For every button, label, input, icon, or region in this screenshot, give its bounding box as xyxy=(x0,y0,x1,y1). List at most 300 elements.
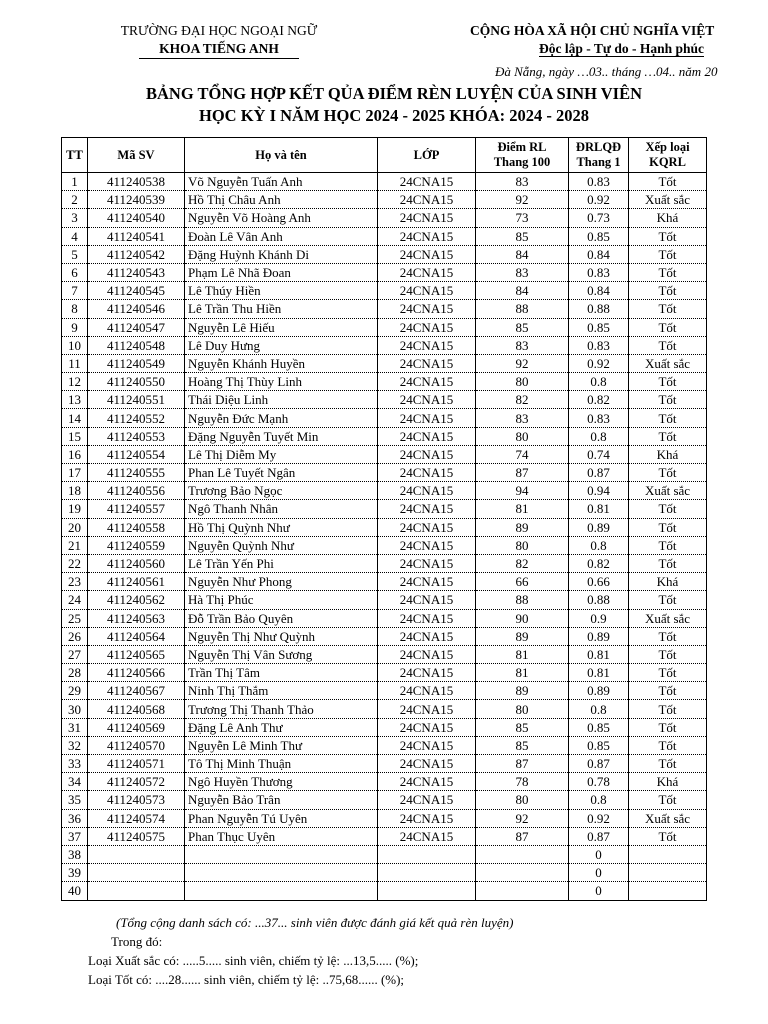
table-row xyxy=(62,245,707,263)
cell-lop: 24CNA15 xyxy=(378,263,476,281)
cell-ho-ten: Hồ Thị Châu Anh xyxy=(185,191,378,209)
cell-xep-loai: Tốt xyxy=(629,591,707,609)
cell-drlqd: 0.85 xyxy=(569,227,629,245)
cell-tt: 33 xyxy=(62,755,88,773)
table-row xyxy=(62,827,707,845)
drlqd-line1: ĐRLQĐ xyxy=(575,140,622,154)
cell-diem-rl: 87 xyxy=(476,755,569,773)
cell-drlqd: 0.89 xyxy=(569,518,629,536)
department-title xyxy=(96,40,342,59)
cell-xep-loai: Tốt xyxy=(629,518,707,536)
cell-ho-ten: Phan Lê Tuyết Ngân xyxy=(185,464,378,482)
cell-drlqd: 0.83 xyxy=(569,173,629,191)
cell-ho-ten: Hồ Thị Quỳnh Như xyxy=(185,518,378,536)
cell-lop: 24CNA15 xyxy=(378,354,476,372)
cell-diem-rl: 80 xyxy=(476,791,569,809)
cell-tt: 10 xyxy=(62,336,88,354)
table-row xyxy=(62,536,707,554)
xep-loai-line1: Xếp loại xyxy=(645,140,690,154)
cell-ho-ten xyxy=(185,845,378,863)
cell-drlqd: 0.94 xyxy=(569,482,629,500)
cell-ma-sv: 411240574 xyxy=(88,809,185,827)
cell-ma-sv: 411240539 xyxy=(88,191,185,209)
cell-ma-sv xyxy=(88,864,185,882)
cell-drlqd: 0.73 xyxy=(569,209,629,227)
cell-ho-ten: Nguyễn Thị Vân Sương xyxy=(185,645,378,663)
cell-tt: 15 xyxy=(62,427,88,445)
table-row xyxy=(62,864,707,882)
cell-diem-rl: 83 xyxy=(476,263,569,281)
table-row xyxy=(62,627,707,645)
table-row xyxy=(62,336,707,354)
table-row xyxy=(62,882,707,900)
cell-ma-sv: 411240559 xyxy=(88,536,185,554)
nation-title: CỘNG HÒA XÃ HỘI CHỦ NGHĨA VIỆT xyxy=(470,23,715,38)
cell-lop: 24CNA15 xyxy=(378,318,476,336)
cell-lop: 24CNA15 xyxy=(378,573,476,591)
cell-drlqd: 0.9 xyxy=(569,609,629,627)
cell-xep-loai: Xuất sắc xyxy=(629,482,707,500)
cell-ma-sv: 411240563 xyxy=(88,609,185,627)
cell-diem-rl: 84 xyxy=(476,282,569,300)
cell-ho-ten: Nguyễn Như Phong xyxy=(185,573,378,591)
cell-lop: 24CNA15 xyxy=(378,609,476,627)
cell-tt: 16 xyxy=(62,445,88,463)
summary-good: Loại Tốt có: ....28...... sinh viên, chiếm tỷ lệ: ..75,68...... (%); xyxy=(88,972,405,987)
cell-ma-sv: 411240558 xyxy=(88,518,185,536)
cell-ho-ten: Nguyễn Lê Minh Thư xyxy=(185,736,378,754)
table-row xyxy=(62,191,707,209)
cell-tt: 22 xyxy=(62,554,88,572)
cell-tt: 36 xyxy=(62,809,88,827)
cell-ho-ten: Đặng Lê Anh Thư xyxy=(185,718,378,736)
cell-ma-sv: 411240569 xyxy=(88,718,185,736)
cell-xep-loai: Tốt xyxy=(629,391,707,409)
cell-xep-loai: Tốt xyxy=(629,736,707,754)
cell-xep-loai: Tốt xyxy=(629,282,707,300)
cell-tt: 35 xyxy=(62,791,88,809)
cell-ho-ten: Lê Trần Yến Phi xyxy=(185,554,378,572)
cell-ma-sv: 411240543 xyxy=(88,263,185,281)
cell-lop: 24CNA15 xyxy=(378,645,476,663)
table-row xyxy=(62,227,707,245)
cell-xep-loai: Xuất sắc xyxy=(629,609,707,627)
cell-ho-ten: Đoàn Lê Vân Anh xyxy=(185,227,378,245)
cell-ho-ten: Hoàng Thị Thùy Linh xyxy=(185,373,378,391)
cell-diem-rl: 85 xyxy=(476,227,569,245)
col-header-diem-rl xyxy=(476,138,569,173)
cell-lop: 24CNA15 xyxy=(378,827,476,845)
cell-tt: 3 xyxy=(62,209,88,227)
cell-ma-sv: 411240571 xyxy=(88,755,185,773)
table-row xyxy=(62,500,707,518)
table-row xyxy=(62,718,707,736)
cell-drlqd: 0.84 xyxy=(569,245,629,263)
cell-diem-rl: 82 xyxy=(476,391,569,409)
cell-drlqd: 0.89 xyxy=(569,627,629,645)
cell-xep-loai: Tốt xyxy=(629,245,707,263)
cell-drlqd: 0.83 xyxy=(569,336,629,354)
document-title-line2: HỌC KỲ I NĂM HỌC 2024 - 2025 KHÓA: 2024 - 2028 xyxy=(198,106,590,125)
cell-tt: 1 xyxy=(62,173,88,191)
table-row xyxy=(62,645,707,663)
table-row xyxy=(62,354,707,372)
cell-drlqd: 0.85 xyxy=(569,718,629,736)
cell-diem-rl: 90 xyxy=(476,609,569,627)
cell-tt: 32 xyxy=(62,736,88,754)
cell-lop: 24CNA15 xyxy=(378,445,476,463)
table-row xyxy=(62,554,707,572)
cell-diem-rl xyxy=(476,882,569,900)
cell-drlqd: 0.82 xyxy=(569,554,629,572)
table-row xyxy=(62,682,707,700)
drlqd-line2: Thang 1 xyxy=(576,155,621,169)
results-table xyxy=(61,137,707,901)
table-row xyxy=(62,263,707,281)
table-row xyxy=(62,409,707,427)
cell-tt: 20 xyxy=(62,518,88,536)
cell-ma-sv: 411240566 xyxy=(88,664,185,682)
cell-ho-ten: Lê Thị Diễm My xyxy=(185,445,378,463)
cell-xep-loai: Tốt xyxy=(629,227,707,245)
table-row xyxy=(62,445,707,463)
cell-tt: 27 xyxy=(62,645,88,663)
cell-tt: 5 xyxy=(62,245,88,263)
cell-xep-loai: Khá xyxy=(629,445,707,463)
table-row xyxy=(62,464,707,482)
document-title-line1: BẢNG TỔNG HỢP KẾT QỦA ĐIỂM RÈN LUYỆN CỦA SINH VIÊN xyxy=(145,84,642,103)
summary-among: Trong đó: xyxy=(111,934,163,949)
cell-lop: 24CNA15 xyxy=(378,591,476,609)
cell-xep-loai: Tốt xyxy=(629,300,707,318)
cell-lop: 24CNA15 xyxy=(378,245,476,263)
table-row xyxy=(62,518,707,536)
cell-ma-sv: 411240541 xyxy=(88,227,185,245)
cell-ho-ten: Trương Bảo Ngọc xyxy=(185,482,378,500)
cell-diem-rl: 83 xyxy=(476,409,569,427)
table-row xyxy=(62,282,707,300)
cell-tt: 9 xyxy=(62,318,88,336)
cell-ho-ten: Lê Duy Hưng xyxy=(185,336,378,354)
cell-ho-ten: Ngô Thanh Nhân xyxy=(185,500,378,518)
cell-ho-ten: Nguyễn Võ Hoàng Anh xyxy=(185,209,378,227)
col-header-drlqd xyxy=(569,138,629,173)
cell-tt: 23 xyxy=(62,573,88,591)
cell-ho-ten: Nguyễn Khánh Huyền xyxy=(185,354,378,372)
cell-drlqd: 0.87 xyxy=(569,755,629,773)
cell-tt: 39 xyxy=(62,864,88,882)
table-row xyxy=(62,591,707,609)
cell-diem-rl: 80 xyxy=(476,427,569,445)
table-row xyxy=(62,573,707,591)
cell-drlqd: 0.92 xyxy=(569,809,629,827)
cell-diem-rl: 81 xyxy=(476,664,569,682)
cell-ho-ten: Nguyễn Lê Hiếu xyxy=(185,318,378,336)
cell-diem-rl xyxy=(476,864,569,882)
cell-ho-ten xyxy=(185,864,378,882)
table-row xyxy=(62,482,707,500)
cell-ma-sv: 411240556 xyxy=(88,482,185,500)
cell-diem-rl: 80 xyxy=(476,700,569,718)
cell-xep-loai: Tốt xyxy=(629,536,707,554)
cell-xep-loai: Tốt xyxy=(629,791,707,809)
cell-lop: 24CNA15 xyxy=(378,682,476,700)
cell-diem-rl: 73 xyxy=(476,209,569,227)
cell-ma-sv: 411240540 xyxy=(88,209,185,227)
cell-diem-rl: 88 xyxy=(476,300,569,318)
cell-drlqd: 0.8 xyxy=(569,791,629,809)
cell-diem-rl: 81 xyxy=(476,500,569,518)
document-date: Đà Nẵng, ngày …03.. tháng …04.. năm 20 xyxy=(495,64,718,79)
cell-lop: 24CNA15 xyxy=(378,736,476,754)
national-header xyxy=(470,22,768,58)
cell-tt: 29 xyxy=(62,682,88,700)
cell-lop: 24CNA15 xyxy=(378,518,476,536)
cell-ma-sv: 411240575 xyxy=(88,827,185,845)
cell-diem-rl: 83 xyxy=(476,336,569,354)
cell-xep-loai xyxy=(629,864,707,882)
cell-ma-sv: 411240572 xyxy=(88,773,185,791)
cell-xep-loai: Tốt xyxy=(629,318,707,336)
cell-xep-loai: Tốt xyxy=(629,173,707,191)
cell-xep-loai: Tốt xyxy=(629,645,707,663)
table-row xyxy=(62,209,707,227)
cell-lop: 24CNA15 xyxy=(378,209,476,227)
cell-diem-rl: 92 xyxy=(476,354,569,372)
cell-tt: 12 xyxy=(62,373,88,391)
cell-xep-loai: Tốt xyxy=(629,554,707,572)
cell-ma-sv: 411240564 xyxy=(88,627,185,645)
cell-diem-rl: 85 xyxy=(476,318,569,336)
cell-xep-loai: Tốt xyxy=(629,700,707,718)
cell-drlqd: 0.8 xyxy=(569,427,629,445)
cell-ho-ten: Nguyễn Quỳnh Như xyxy=(185,536,378,554)
cell-diem-rl: 84 xyxy=(476,245,569,263)
cell-drlqd: 0.83 xyxy=(569,409,629,427)
cell-diem-rl: 81 xyxy=(476,645,569,663)
table-row xyxy=(62,391,707,409)
cell-drlqd: 0.78 xyxy=(569,773,629,791)
cell-diem-rl: 78 xyxy=(476,773,569,791)
cell-drlqd: 0.92 xyxy=(569,354,629,372)
cell-tt: 24 xyxy=(62,591,88,609)
cell-xep-loai: Tốt xyxy=(629,427,707,445)
cell-diem-rl: 80 xyxy=(476,536,569,554)
cell-diem-rl: 74 xyxy=(476,445,569,463)
cell-tt: 8 xyxy=(62,300,88,318)
cell-ho-ten: Tô Thị Minh Thuận xyxy=(185,755,378,773)
cell-lop: 24CNA15 xyxy=(378,791,476,809)
cell-drlqd: 0.81 xyxy=(569,500,629,518)
summary-excellent: Loại Xuất sắc có: .....5..... sinh viên, chiếm tỷ lệ: ...13,5..... (%); xyxy=(88,953,419,968)
cell-lop: 24CNA15 xyxy=(378,427,476,445)
cell-tt: 4 xyxy=(62,227,88,245)
cell-diem-rl: 87 xyxy=(476,464,569,482)
cell-lop: 24CNA15 xyxy=(378,664,476,682)
cell-lop xyxy=(378,882,476,900)
cell-diem-rl: 85 xyxy=(476,718,569,736)
cell-lop: 24CNA15 xyxy=(378,464,476,482)
cell-tt: 21 xyxy=(62,536,88,554)
cell-lop: 24CNA15 xyxy=(378,227,476,245)
cell-tt: 31 xyxy=(62,718,88,736)
cell-xep-loai: Tốt xyxy=(629,464,707,482)
cell-drlqd: 0.81 xyxy=(569,645,629,663)
cell-xep-loai: Tốt xyxy=(629,500,707,518)
cell-drlqd: 0.8 xyxy=(569,700,629,718)
cell-xep-loai xyxy=(629,882,707,900)
cell-ma-sv: 411240560 xyxy=(88,554,185,572)
cell-ma-sv: 411240552 xyxy=(88,409,185,427)
cell-diem-rl: 88 xyxy=(476,591,569,609)
cell-ho-ten: Đỗ Trần Bảo Quyên xyxy=(185,609,378,627)
department-label: KHOA TIẾNG ANH xyxy=(139,40,299,59)
cell-ho-ten: Lê Thúy Hiền xyxy=(185,282,378,300)
col-header-ma-sv: Mã SV xyxy=(88,138,185,173)
table-row xyxy=(62,300,707,318)
cell-ho-ten: Phan Thục Uyên xyxy=(185,827,378,845)
cell-ho-ten: Đặng Nguyễn Tuyết Min xyxy=(185,427,378,445)
cell-tt: 28 xyxy=(62,664,88,682)
cell-tt: 18 xyxy=(62,482,88,500)
table-header-row xyxy=(62,138,707,173)
cell-drlqd: 0 xyxy=(569,882,629,900)
cell-ma-sv xyxy=(88,845,185,863)
cell-ma-sv xyxy=(88,882,185,900)
cell-ho-ten: Ngô Huyền Thương xyxy=(185,773,378,791)
cell-lop xyxy=(378,845,476,863)
cell-tt: 25 xyxy=(62,609,88,627)
cell-drlqd: 0.74 xyxy=(569,445,629,463)
motto-text: Độc lập - Tự do - Hạnh phúc xyxy=(539,41,705,56)
cell-diem-rl: 92 xyxy=(476,809,569,827)
cell-diem-rl: 87 xyxy=(476,827,569,845)
table-row xyxy=(62,809,707,827)
cell-ho-ten: Thái Diệu Linh xyxy=(185,391,378,409)
cell-lop: 24CNA15 xyxy=(378,500,476,518)
cell-lop: 24CNA15 xyxy=(378,391,476,409)
cell-drlqd: 0.84 xyxy=(569,282,629,300)
cell-ho-ten: Nguyễn Bảo Trân xyxy=(185,791,378,809)
cell-ma-sv: 411240565 xyxy=(88,645,185,663)
cell-lop xyxy=(378,864,476,882)
table-row xyxy=(62,318,707,336)
cell-ho-ten: Lê Trần Thu Hiền xyxy=(185,300,378,318)
cell-drlqd: 0.8 xyxy=(569,536,629,554)
cell-lop: 24CNA15 xyxy=(378,409,476,427)
cell-drlqd: 0.82 xyxy=(569,391,629,409)
cell-lop: 24CNA15 xyxy=(378,700,476,718)
xep-loai-line2: KQRL xyxy=(649,155,686,169)
cell-tt: 14 xyxy=(62,409,88,427)
cell-lop: 24CNA15 xyxy=(378,300,476,318)
university-title: TRƯỜNG ĐẠI HỌC NGOẠI NGỮ xyxy=(120,23,318,38)
cell-drlqd: 0 xyxy=(569,845,629,863)
cell-drlqd: 0.88 xyxy=(569,300,629,318)
cell-lop: 24CNA15 xyxy=(378,536,476,554)
cell-ma-sv: 411240561 xyxy=(88,573,185,591)
cell-ho-ten: Trần Thị Tâm xyxy=(185,664,378,682)
col-header-lop: LỚP xyxy=(378,138,476,173)
cell-tt: 13 xyxy=(62,391,88,409)
cell-drlqd: 0.89 xyxy=(569,682,629,700)
cell-ma-sv: 411240546 xyxy=(88,300,185,318)
cell-drlqd: 0.85 xyxy=(569,318,629,336)
cell-ho-ten: Trương Thị Thanh Thảo xyxy=(185,700,378,718)
cell-diem-rl: 89 xyxy=(476,627,569,645)
summary-total: (Tổng cộng danh sách có: ...37... sinh viên được đánh giá kết quả rèn luyện) xyxy=(116,915,514,930)
cell-drlqd: 0.66 xyxy=(569,573,629,591)
cell-ho-ten: Võ Nguyễn Tuấn Anh xyxy=(185,173,378,191)
diem-rl-line2: Thang 100 xyxy=(493,155,551,169)
cell-diem-rl: 83 xyxy=(476,173,569,191)
cell-tt: 34 xyxy=(62,773,88,791)
diem-rl-line1: Điểm RL xyxy=(497,140,547,154)
cell-ma-sv: 411240545 xyxy=(88,282,185,300)
cell-tt: 38 xyxy=(62,845,88,863)
cell-ho-ten: Đặng Huỳnh Khánh Di xyxy=(185,245,378,263)
cell-ma-sv: 411240562 xyxy=(88,591,185,609)
table-row xyxy=(62,845,707,863)
table-row xyxy=(62,173,707,191)
cell-ma-sv: 411240573 xyxy=(88,791,185,809)
cell-ho-ten: Phạm Lê Nhã Đoan xyxy=(185,263,378,281)
cell-diem-rl: 85 xyxy=(476,736,569,754)
table-row xyxy=(62,773,707,791)
cell-ho-ten: Ninh Thị Thắm xyxy=(185,682,378,700)
table-row xyxy=(62,736,707,754)
table-row xyxy=(62,427,707,445)
cell-xep-loai: Xuất sắc xyxy=(629,809,707,827)
cell-xep-loai: Tốt xyxy=(629,336,707,354)
col-header-xep-loai xyxy=(629,138,707,173)
cell-tt: 17 xyxy=(62,464,88,482)
cell-ma-sv: 411240555 xyxy=(88,464,185,482)
table-row xyxy=(62,700,707,718)
cell-diem-rl: 82 xyxy=(476,554,569,572)
cell-xep-loai xyxy=(629,845,707,863)
cell-lop: 24CNA15 xyxy=(378,627,476,645)
cell-drlqd: 0.87 xyxy=(569,827,629,845)
cell-xep-loai: Tốt xyxy=(629,682,707,700)
cell-tt: 2 xyxy=(62,191,88,209)
cell-lop: 24CNA15 xyxy=(378,554,476,572)
cell-diem-rl: 66 xyxy=(476,573,569,591)
cell-drlqd: 0.92 xyxy=(569,191,629,209)
table-row xyxy=(62,373,707,391)
cell-diem-rl: 80 xyxy=(476,373,569,391)
cell-xep-loai: Tốt xyxy=(629,409,707,427)
cell-ma-sv: 411240538 xyxy=(88,173,185,191)
cell-lop: 24CNA15 xyxy=(378,809,476,827)
cell-xep-loai: Tốt xyxy=(629,627,707,645)
university-name xyxy=(96,22,342,59)
cell-tt: 30 xyxy=(62,700,88,718)
table-row xyxy=(62,791,707,809)
cell-ma-sv: 411240542 xyxy=(88,245,185,263)
cell-ma-sv: 411240557 xyxy=(88,500,185,518)
cell-xep-loai: Tốt xyxy=(629,664,707,682)
cell-lop: 24CNA15 xyxy=(378,373,476,391)
cell-lop: 24CNA15 xyxy=(378,282,476,300)
cell-drlqd: 0.87 xyxy=(569,464,629,482)
cell-lop: 24CNA15 xyxy=(378,191,476,209)
cell-drlqd: 0.81 xyxy=(569,664,629,682)
cell-xep-loai: Khá xyxy=(629,773,707,791)
cell-ho-ten: Nguyễn Thị Như Quỳnh xyxy=(185,627,378,645)
cell-xep-loai: Khá xyxy=(629,573,707,591)
cell-xep-loai: Tốt xyxy=(629,755,707,773)
